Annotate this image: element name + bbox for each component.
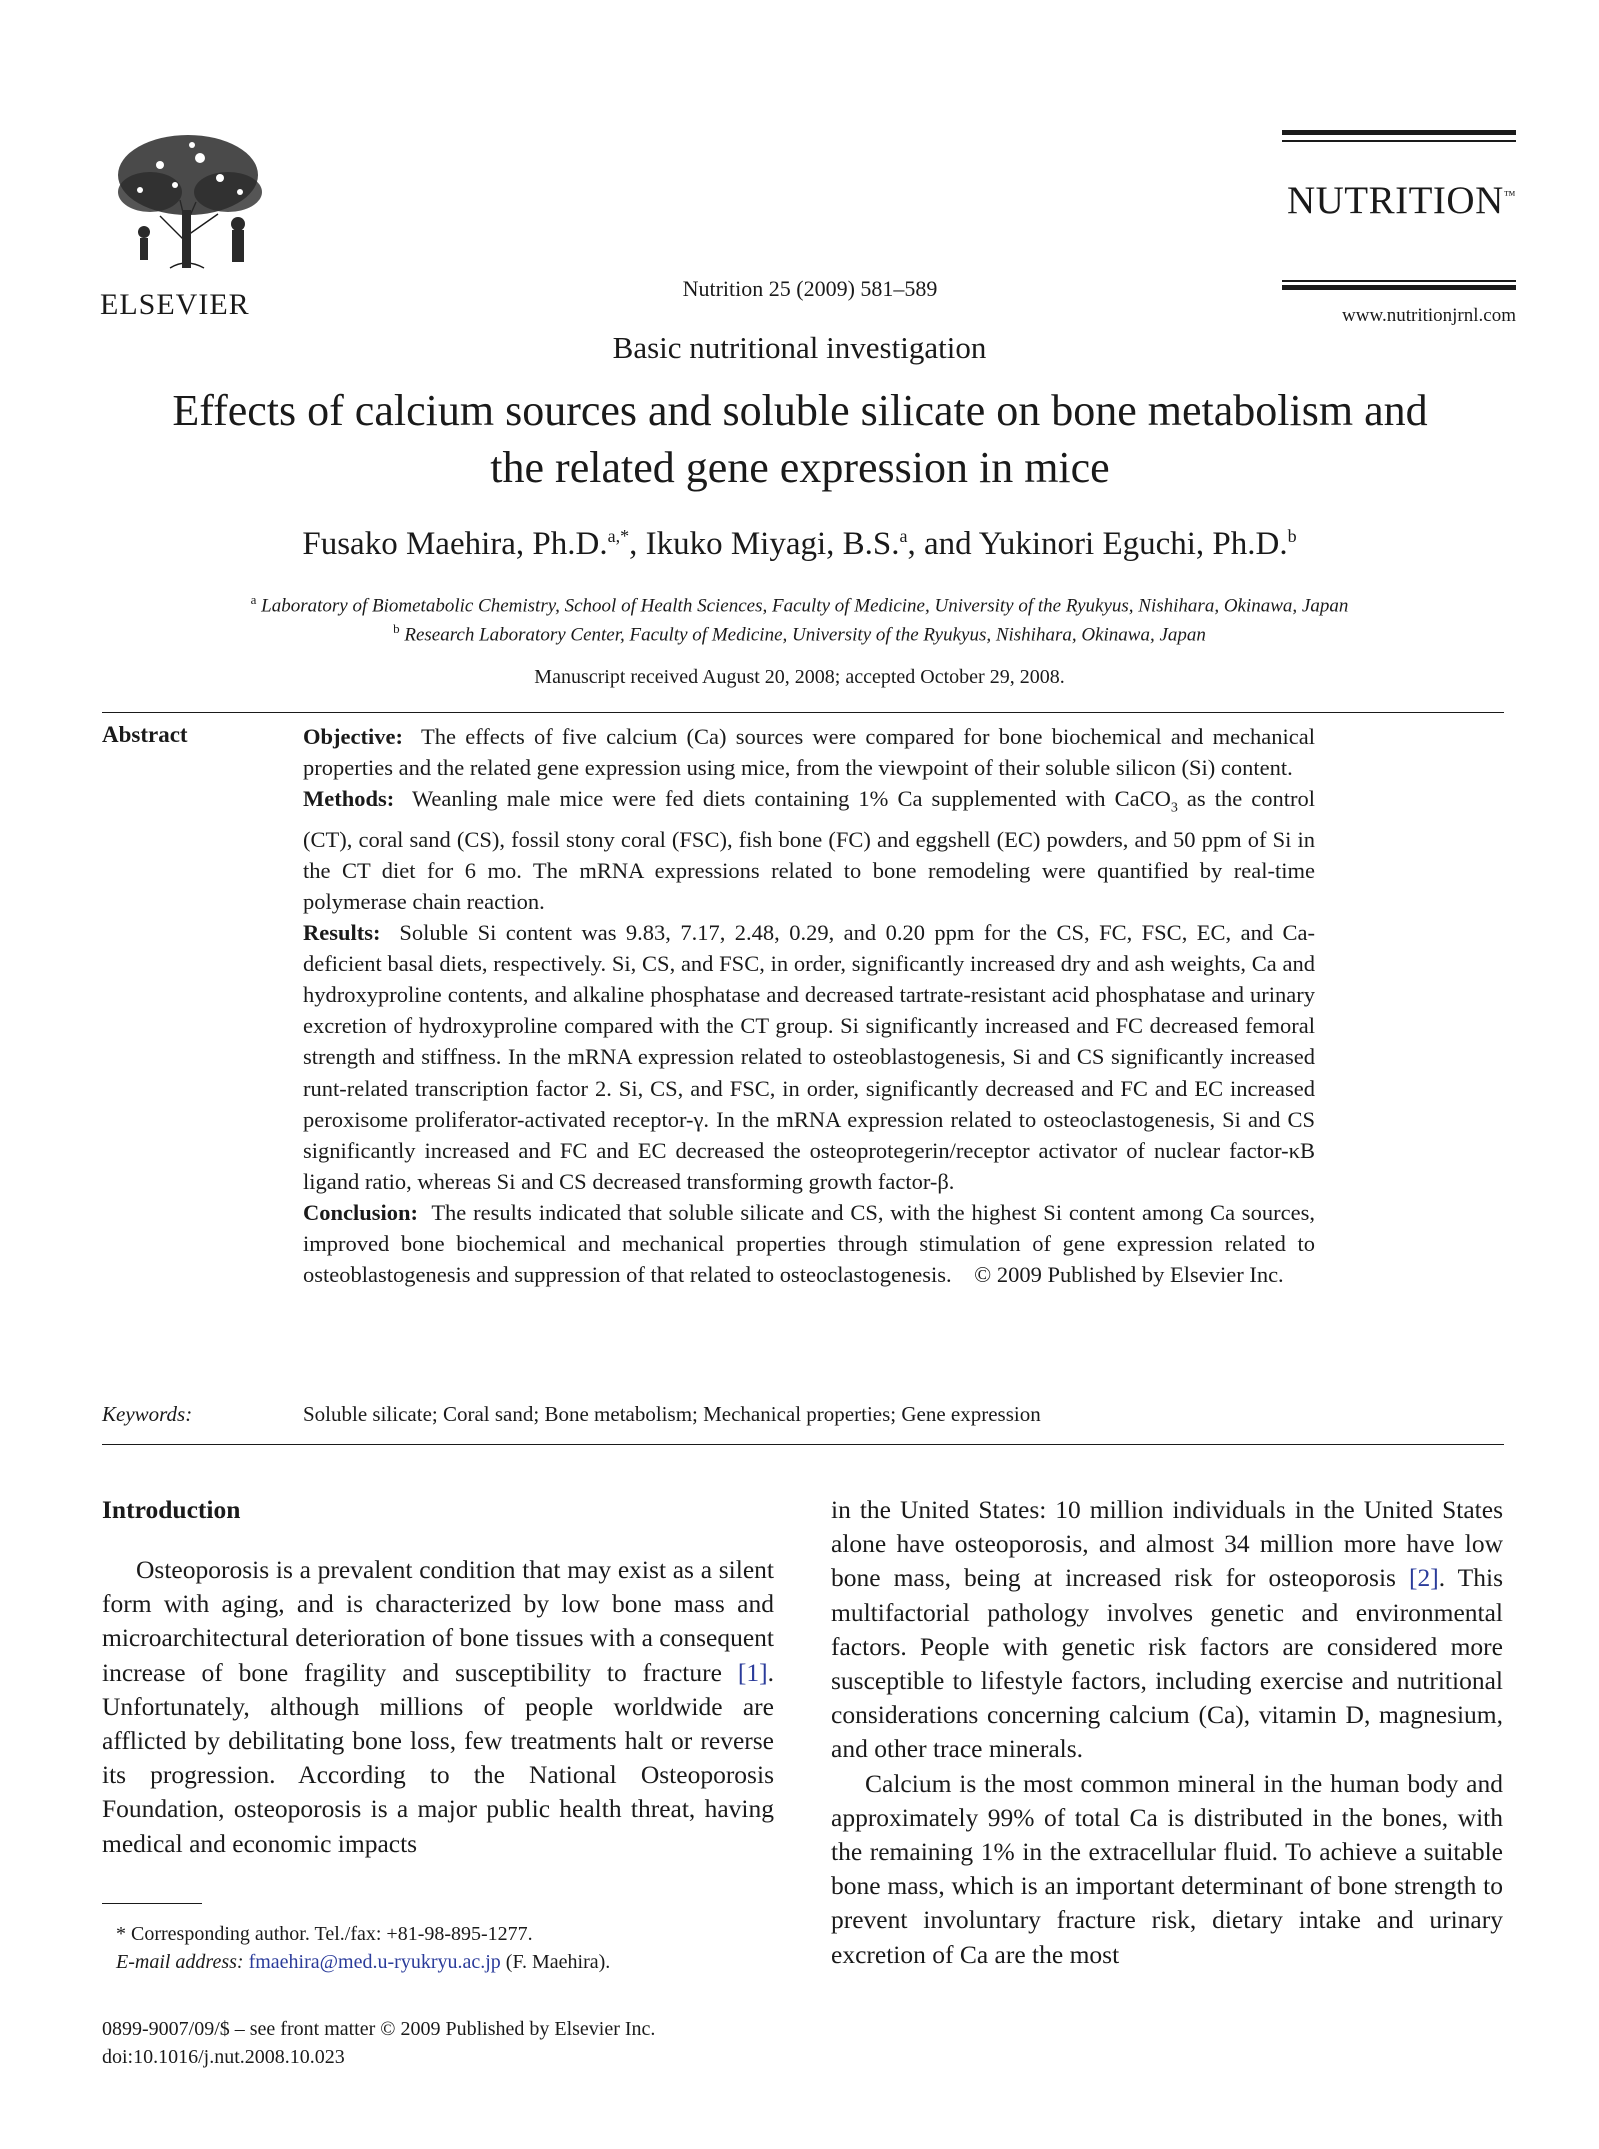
manuscript-dates: Manuscript received August 20, 2008; accepted October 29, 2008. — [534, 666, 1065, 688]
results-text: Soluble Si content was 9.83, 7.17, 2.48, 0.29, and 0.20 ppm for the CS, FC, FSC, EC, and Ca-deficient basal diets, respectively. Si, CS, and FSC, in order, significantly increased dry and ash weights, Ca and hydroxyproline contents, and alkaline phosphatase and decreased tartrate-resistant acid phosphatase and urinary excretion of hydroxyproline compared with the CT group. Si significantly increased and FC decreased femoral strength and stiffness. In the mRNA expression related to osteoblastogenesis, Si and CS significantly increased runt-related transcription factor 2. Si, CS, and FSC, in order, significantly decreased and FC and EC increased peroxisome proliferator-activated receptor-γ. In the mRNA expression related to osteoclastogenesis, Si and CS significantly increased and FC and EC decreased the osteoprotegerin/receptor activator of nuclear factor-κB ligand ratio, whereas Si and CS decreased transforming growth factor-β. — [303, 920, 1315, 1194]
journal-website[interactable]: www.nutritionjrnl.com — [1342, 305, 1516, 326]
right-column: in the United States: 10 million individuals in the United States alone have osteoporosis, and almost 34 million more have low bone mass, being at increased risk for osteoporosis [2]. This multifactorial pathology involves genetic and environmental factors. People with genetic risk factors are considered more susceptible to lifestyle factors, including exercise and nutritional considerations concerning calcium (Ca), vitamin D, magnesium, and other trace minerals. Calcium is the most common mineral in the human body and approximately 99% of total Ca is distributed in the bones, with the remaining 1% in the extracellular fluid. To achieve a suitable bone mass, which is an important determinant of bone strength to prevent involuntary fracture risk, dietary intake and urinary excretion of Ca are the most — [831, 1493, 1503, 1972]
abstract-bottom-rule — [102, 1444, 1504, 1445]
publisher-name: ELSEVIER — [100, 288, 250, 321]
author-affiliation-mark: a — [899, 526, 908, 546]
masthead-rule-bottom — [1282, 285, 1516, 290]
reference-link-2[interactable]: [2] — [1408, 1563, 1439, 1593]
article-title: Effects of calcium sources and soluble silicate on bone metabolism and the related gene expression in mice — [172, 386, 1428, 492]
author-name: Yukinori Eguchi, Ph.D. — [978, 526, 1288, 562]
journal-citation: Nutrition 25 (2009) 581–589 — [682, 276, 938, 301]
front-matter-notice — [102, 2015, 655, 2071]
paragraph: Calcium is the most common mineral in the human body and approximately 99% of total Ca is distributed in the bones, with the remaining 1% in the extracellular fluid. To achieve a suitable bone mass, which is an important determinant of bone strength to prevent involuntary fracture risk, dietary intake and urinary excretion of Ca are the most — [831, 1768, 1503, 1969]
author-affiliation-mark: a,* — [607, 526, 630, 546]
elsevier-tree-logo — [100, 130, 275, 270]
introduction-heading: Introduction — [102, 1495, 241, 1524]
affiliation-a: $^a$ Laboratory of Biometabolic Chemistry, School of Health Sciences, Faculty of Medicine, University of the Ryukyus, Nishihara, Okinawa, Japan — [250, 592, 1349, 617]
author-name: Ikuko Miyagi, B.S. — [645, 526, 900, 562]
reference-link-1[interactable]: [1] — [737, 1657, 768, 1687]
author-list: Fusako Maehira, Ph.D.$^{a,*}$, Ikuko Miyagi, B.S.$^a$, and Yukinori Eguchi, Ph.D.$^b$ — [302, 526, 1297, 562]
methods-label: Methods: — [303, 786, 395, 812]
author-name: Fusako Maehira, Ph.D. — [302, 526, 608, 562]
results-label: Results: — [303, 920, 381, 946]
objective-label: Objective: — [303, 724, 403, 749]
objective-text: The effects of five calcium (Ca) sources were compared for bone biochemical and mechanical properties and the related gene expression using mice, from the viewpoint of their soluble silicon (Si) content. — [303, 724, 1316, 781]
masthead-rule-bottom-thin — [1282, 280, 1516, 282]
keywords-label: Keywords: — [102, 1402, 193, 1426]
email-label: E-mail address: — [116, 1951, 244, 1973]
abstract-label: Abstract — [102, 722, 188, 747]
conclusion-text: The results indicated that soluble silicate and CS, with the highest Si content among Ca sources, improved bone biochemical and mechanical properties through stimulation of gene expression related to osteoblastogenesis and suppression of that related to osteoclastogenesis. — [303, 1199, 1315, 1288]
left-column: Osteoporosis is a prevalent condition that may exist as a silent form with aging, and is characterized by low bone mass and microarchitectural deterioration of bone tissues with a consequent increase of bone fragility and susceptibility to fracture [1]. Unfortunately, although millions of people worldwide are afflicted by debilitating bone loss, few treatments halt or reverse its progression. According to the National Osteoporosis Foundation, osteoporosis is a major public health threat, having medical and economic impacts — [102, 1555, 774, 1858]
author-affiliation-mark: b — [1287, 526, 1297, 546]
footnote-rule — [102, 1903, 202, 1904]
masthead-rule-top-thin — [1282, 140, 1516, 142]
copyright-notice: © 2009 Published by Elsevier Inc. — [974, 1262, 1284, 1288]
conclusion-label: Conclusion: — [303, 1199, 419, 1225]
masthead-rule-top — [1282, 130, 1516, 135]
keywords-list: Soluble silicate; Coral sand; Bone metabolism; Mechanical properties; Gene expression — [303, 1402, 1041, 1426]
issn-notice: 0899-9007/09/$ – see front matter © 2009 Published by Elsevier Inc. — [102, 2018, 656, 2040]
doi[interactable]: doi:10.1016/j.nut.2008.10.023 — [102, 2046, 345, 2068]
affiliation-b: $^b$ Research Laboratory Center, Faculty of Medicine, University of the Ryukyus, Nishihara, Okinawa, Japan — [393, 621, 1206, 646]
email-link[interactable]: fmaehira@med.u-ryukryu.ac.jp — [248, 1951, 501, 1973]
abstract-top-rule — [102, 712, 1504, 713]
trademark-mark: ™ — [1503, 188, 1516, 202]
corresponding-author-footnote: * Corresponding author. Tel./fax: +81-98-895-1277. E-mail address: fmaehira@med.u-ryukryu.ac.jp (F. Maehira). — [102, 1920, 792, 1976]
journal-name: NUTRITION™ — [1286, 179, 1516, 222]
abstract-body: Objective: The effects of five calcium (Ca) sources were compared for bone biochemical and mechanical properties and the related gene expression using mice, from the viewpoint of their soluble silicon (Si) content. Methods: Weanling male mice were fed diets containing 1% Ca supplemented with CaCO$_3$ as the control (CT), coral sand (CS), fossil stony coral (FSC), fish bone (FC) and eggshell (EC) powders, and 50 ppm of Si in the CT diet for 6 mo. The mRNA expressions related to bone remodeling were quantified by real-time polymerase chain reaction. Results: Soluble Si content was 9.83, 7.17, 2.48, 0.29, and 0.20 ppm for the CS, FC, FSC, EC, and Ca-deficient basal diets, respectively. Si, CS, and FSC, in order, significantly increased dry and ash weights, Ca and hydroxyproline contents, and alkaline phosphatase and decreased tartrate-resistant acid phosphatase and urinary excretion of hydroxyproline compared with the CT group. Si significantly increased and FC decreased femoral strength and stiffness. In the mRNA expression related to osteoblastogenesis, Si and CS significantly increased runt-related transcription factor 2. Si, CS, and FSC, in order, significantly decreased and FC and EC increased peroxisome proliferator-activated receptor-γ. In the mRNA expression related to osteoclastogenesis, Si and CS significantly increased and FC and EC decreased the osteoprotegerin/receptor activator of nuclear factor-κB ligand ratio, whereas Si and CS decreased transforming growth factor-β. Conclusion: The results indicated that soluble silicate and CS, with the highest Si content among Ca sources, improved bone biochemical and mechanical properties through stimulation of gene expression related to osteoblastogenesis and suppression of that related to osteoclastogenesis. © 2009 Published by Elsevier Inc. — [303, 724, 1316, 1288]
corresponding-author-contact: * Corresponding author. Tel./fax: +81-98-895-1277. — [116, 1923, 533, 1945]
article-section: Basic nutritional investigation — [612, 330, 987, 365]
